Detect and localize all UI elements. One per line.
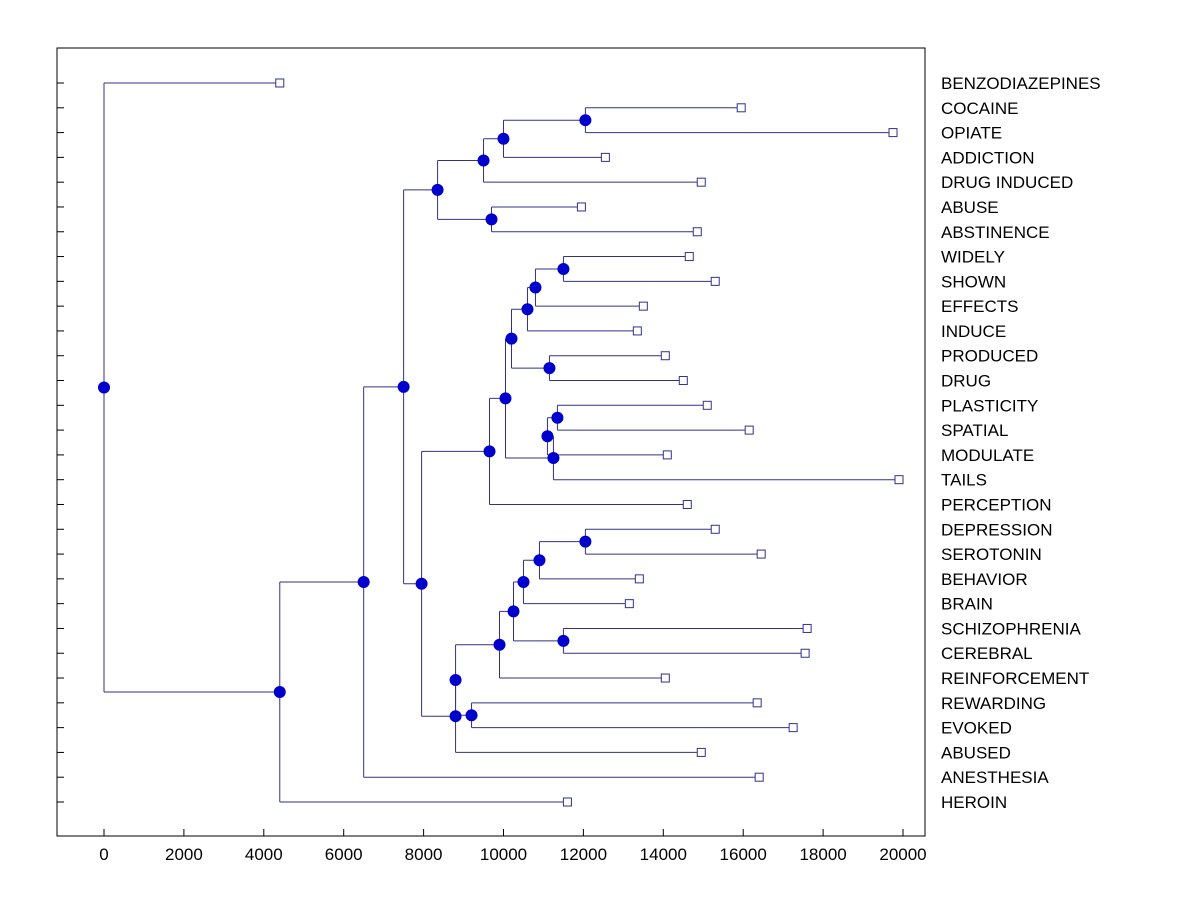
merge-node-dot [541,430,553,442]
leaf-marker [685,253,693,261]
merge-node-dot [579,536,591,548]
x-axis-tick-label: 20000 [879,845,927,864]
x-axis-tick-label: 8000 [404,845,443,864]
merge-node-dot [358,576,370,588]
merge-node-dot [505,333,517,345]
merge-node-dot [416,578,428,590]
leaf-label: OPIATE [941,123,1003,143]
leaf-marker [679,377,687,385]
leaf-marker [753,699,761,707]
leaf-marker [711,277,719,285]
x-axis-tick-label: 6000 [324,845,363,864]
leaf-marker [693,228,701,236]
x-axis-tick-label: 2000 [164,845,203,864]
leaf-label: CEREBRAL [941,644,1033,664]
leaf-label: DRUG INDUCED [941,173,1074,193]
leaf-label: DRUG [941,371,992,391]
leaf-marker [661,674,669,682]
leaf-label: PRODUCED [941,346,1039,366]
merge-node-dot [498,133,510,145]
merge-node-dot [274,686,286,698]
leaf-marker [697,178,705,186]
leaf-marker [703,401,711,409]
leaf-label: WIDELY [941,247,1005,267]
merge-node-dot [499,392,511,404]
merge-node-dot [579,114,591,126]
merge-node-dot [486,213,498,225]
merge-node-dot [517,576,529,588]
leaf-label: ABUSED [941,743,1011,763]
leaf-label: SHOWN [941,272,1007,292]
leaf-label: COCAINE [941,98,1019,118]
leaf-marker [895,476,903,484]
leaf-label: PERCEPTION [941,495,1052,515]
x-axis-tick-label: 10000 [479,845,528,864]
leaf-label: REWARDING [941,693,1047,713]
leaf-label: SEROTONIN [941,545,1042,565]
leaf-marker [577,203,585,211]
leaf-label: SCHIZOPHRENIA [941,619,1081,639]
leaf-marker [635,575,643,583]
leaf-label: BEHAVIOR [941,569,1028,589]
leaf-marker [757,550,765,558]
x-axis-tick-label: 16000 [719,845,767,864]
leaf-marker [276,79,284,87]
leaf-marker [755,773,763,781]
merge-node-dot [484,445,496,457]
merge-node-dot [557,635,569,647]
leaf-marker [639,302,647,310]
merge-node-dot [98,382,110,394]
leaf-label: ANESTHESIA [941,768,1049,788]
leaf-marker [745,426,753,434]
leaf-marker [661,352,669,360]
leaf-label: PLASTICITY [941,396,1039,416]
merge-node-dot [533,554,545,566]
x-axis-tick-label: 0 [99,845,109,864]
merge-node-dot [557,263,569,275]
leaf-marker [801,649,809,657]
x-axis-tick-label: 18000 [799,845,847,864]
leaf-label: EVOKED [941,718,1012,738]
leaf-marker [663,451,671,459]
leaf-label: REINFORCEMENT [941,669,1090,689]
merge-node-dot [432,184,444,196]
merge-node-dot [547,452,559,464]
leaf-label: DEPRESSION [941,520,1053,540]
x-axis-tick-label: 4000 [244,845,283,864]
leaf-label: MODULATE [941,445,1035,465]
merge-node-dot [521,303,533,315]
leaf-label: BENZODIAZEPINES [941,74,1101,93]
leaf-label: ADDICTION [941,148,1035,168]
leaf-marker [711,525,719,533]
leaf-marker [683,500,691,508]
leaf-label: TAILS [941,470,987,490]
merge-node-dot [398,381,410,393]
leaf-marker [625,600,633,608]
merge-node-dot [478,154,490,166]
leaf-marker [737,104,745,112]
merge-node-dot [466,709,478,721]
merge-node-dot [551,412,563,424]
merge-node-dot [507,605,519,617]
leaf-label: INDUCE [941,321,1007,341]
leaf-label: ABUSE [941,197,999,217]
leaf-label: HEROIN [941,793,1008,812]
merge-node-dot [529,282,541,294]
x-axis-tick-label: 14000 [639,845,687,864]
leaf-marker [697,748,705,756]
leaf-marker [889,129,897,137]
leaf-marker [803,624,811,632]
leaf-marker [633,327,641,335]
leaf-label: ABSTINENCE [941,222,1050,242]
leaf-marker [563,798,571,806]
merge-node-dot [450,674,462,686]
merge-node-dot [450,710,462,722]
leaf-label: BRAIN [941,594,993,614]
merge-node-dot [543,362,555,374]
leaf-label: SPATIAL [941,421,1009,441]
merge-node-dot [494,639,506,651]
x-axis-tick-label: 12000 [559,845,608,864]
leaf-label: EFFECTS [941,297,1019,317]
leaf-marker [601,153,609,161]
leaf-marker [789,724,797,732]
